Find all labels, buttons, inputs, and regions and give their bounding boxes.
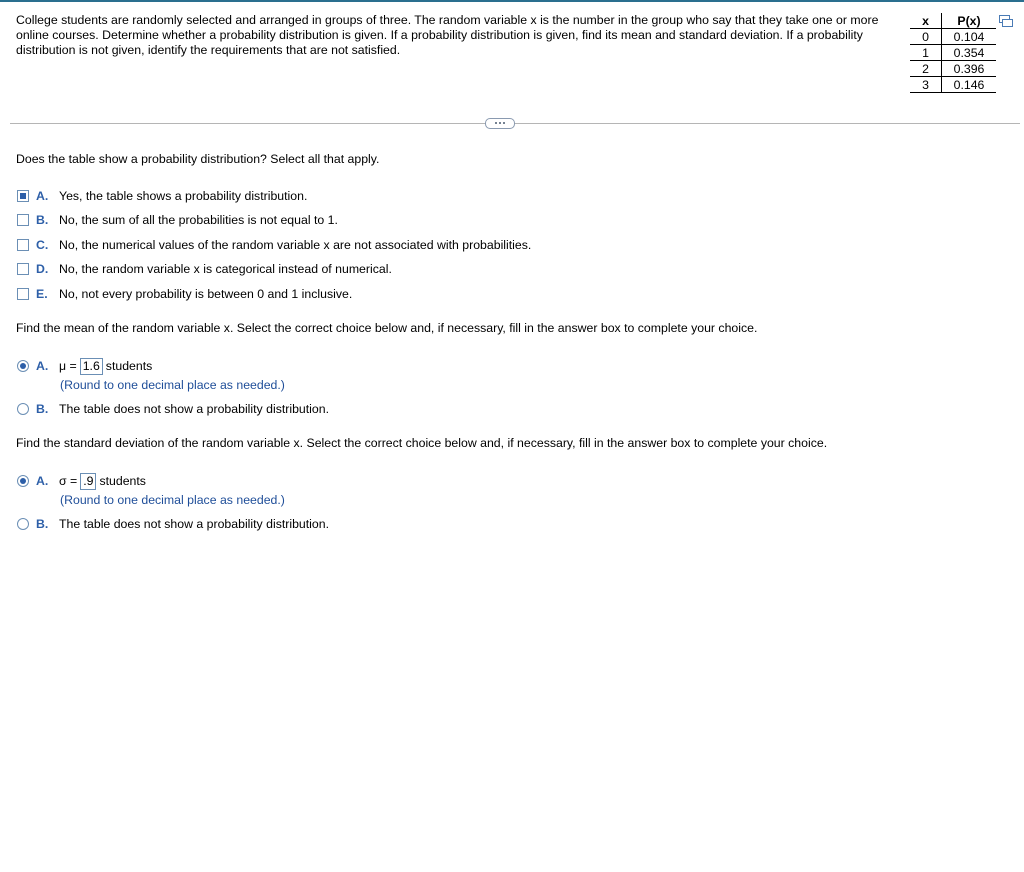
dot-icon — [503, 122, 505, 124]
option-letter: B. — [36, 402, 49, 416]
table-cell: 3 — [910, 77, 942, 93]
q2-option-a[interactable] — [17, 358, 152, 374]
sd-answer-box[interactable]: .9 — [80, 473, 96, 490]
section-divider — [10, 123, 1020, 124]
expand-more-button[interactable] — [485, 118, 515, 129]
table-header-x: x — [910, 13, 942, 29]
table-row — [910, 61, 996, 77]
table-cell: 0.396 — [942, 61, 997, 77]
option-letter: D. — [36, 262, 49, 276]
table-cell: 0.104 — [942, 29, 997, 45]
question-3-prompt: Find the standard deviation of the random variable x. Select the correct choice below and, if necessary, fill in the answer box to complete your choice. — [16, 436, 828, 450]
probability-table — [910, 13, 996, 93]
q3-option-a[interactable] — [17, 473, 146, 489]
unit-label: students — [105, 359, 153, 373]
q1-option-c[interactable] — [17, 237, 531, 253]
option-text: No, not every probability is between 0 and 1 inclusive. — [59, 287, 353, 301]
sd-symbol: σ = — [59, 474, 78, 488]
q3-option-b[interactable] — [17, 516, 329, 532]
q1-option-d[interactable] — [17, 261, 392, 277]
table-cell: 0 — [910, 29, 942, 45]
option-letter: E. — [36, 287, 48, 301]
q1-option-b[interactable] — [17, 212, 338, 228]
q1-option-e[interactable] — [17, 286, 352, 302]
option-letter: A. — [36, 359, 49, 373]
q2-option-b[interactable] — [17, 401, 329, 417]
option-letter: B. — [36, 213, 49, 227]
question-1-prompt: Does the table show a probability distribution? Select all that apply. — [16, 152, 380, 166]
mean-symbol: μ = — [59, 359, 77, 373]
table-cell: 0.146 — [942, 77, 997, 93]
option-text: Yes, the table shows a probability distribution. — [59, 189, 308, 203]
table-cell: 1 — [910, 45, 942, 61]
dot-icon — [495, 122, 497, 124]
table-header-px: P(x) — [942, 13, 997, 29]
radio-a[interactable] — [17, 360, 29, 372]
option-text: No, the sum of all the probabilities is not equal to 1. — [59, 213, 338, 227]
dot-icon — [499, 122, 501, 124]
table-cell: 2 — [910, 61, 942, 77]
table-cell: 0.354 — [942, 45, 997, 61]
checkbox-a[interactable] — [17, 190, 29, 202]
rounding-hint: (Round to one decimal place as needed.) — [60, 493, 285, 507]
mean-answer-box[interactable]: 1.6 — [80, 358, 103, 375]
table-row — [910, 45, 996, 61]
checkbox-d[interactable] — [17, 263, 29, 275]
radio-b[interactable] — [17, 518, 29, 530]
checkbox-c[interactable] — [17, 239, 29, 251]
checkbox-b[interactable] — [17, 214, 29, 226]
option-letter: C. — [36, 238, 49, 252]
q1-option-a[interactable] — [17, 188, 307, 204]
problem-statement: College students are randomly selected and arranged in groups of three. The random variable x is the number in the group who say that they take one or more online courses. Determine whether a probability distribution is given. If a probability distribution is given, find its mean and standard deviation. If a probability distribution is not given, identify the requirements that are not satisfied. — [16, 13, 879, 57]
option-letter: A. — [36, 189, 49, 203]
question-2-prompt: Find the mean of the random variable x. Select the correct choice below and, if necessary, fill in the answer box to complete your choice. — [16, 321, 758, 335]
option-text: No, the random variable x is categorical instead of numerical. — [59, 262, 392, 276]
unit-label: students — [99, 474, 146, 488]
table-row — [910, 77, 996, 93]
option-text: The table does not show a probability distribution. — [59, 402, 330, 416]
copy-table-icon[interactable] — [999, 15, 1013, 27]
radio-a[interactable] — [17, 475, 29, 487]
option-text: No, the numerical values of the random variable x are not associated with probabilities. — [59, 238, 532, 252]
checkbox-e[interactable] — [17, 288, 29, 300]
radio-b[interactable] — [17, 403, 29, 415]
table-row — [910, 29, 996, 45]
option-letter: B. — [36, 517, 49, 531]
option-text: The table does not show a probability distribution. — [59, 517, 330, 531]
option-letter: A. — [36, 474, 49, 488]
rounding-hint: (Round to one decimal place as needed.) — [60, 378, 285, 392]
